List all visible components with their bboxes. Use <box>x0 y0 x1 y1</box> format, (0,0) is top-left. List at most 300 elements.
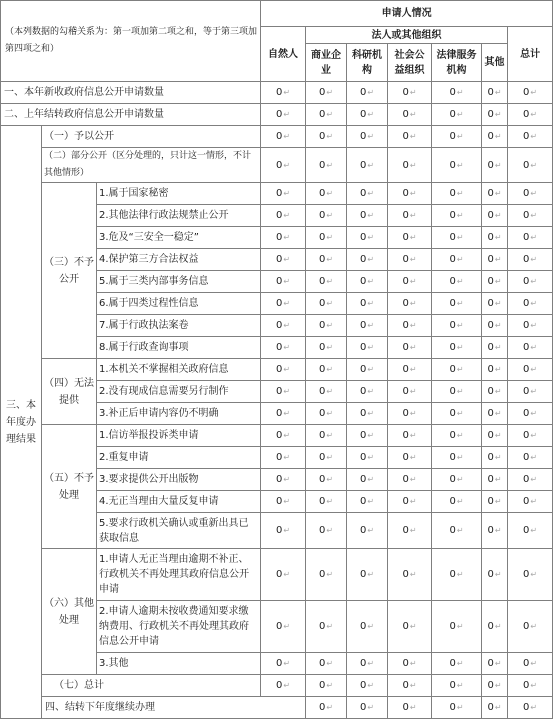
value-cell <box>388 447 432 469</box>
item-label: 8.属于行政查询事项 <box>97 337 261 359</box>
cell-value: 0 <box>275 386 283 397</box>
value-cell <box>508 697 553 719</box>
paragraph-mark: ↵ <box>367 431 375 440</box>
value-cell <box>482 513 508 549</box>
value-cell <box>261 381 306 403</box>
commercial-header: 商业企业 <box>306 44 347 82</box>
paragraph-mark: ↵ <box>326 365 334 374</box>
cell-value: 0 <box>359 408 367 419</box>
value-cell <box>388 601 432 653</box>
value-cell <box>306 183 347 205</box>
social-header: 社会公益组织 <box>388 44 432 82</box>
value-cell <box>508 653 553 675</box>
paragraph-mark: ↵ <box>367 132 375 141</box>
item-label: 4.无正当理由大量反复申请 <box>97 491 261 513</box>
value-cell <box>482 249 508 271</box>
cell-value: 0 <box>523 658 530 669</box>
value-cell <box>432 653 482 675</box>
cell-value: 0 <box>275 87 283 98</box>
paragraph-mark: ↵ <box>530 681 538 690</box>
value-cell <box>432 293 482 315</box>
value-cell <box>508 205 553 227</box>
paragraph-mark: ↵ <box>530 211 538 220</box>
cell-value: 0 <box>359 496 367 507</box>
paragraph-mark: ↵ <box>283 387 291 396</box>
paragraph-mark: ↵ <box>283 160 291 170</box>
value-cell <box>347 183 388 205</box>
paragraph-mark: ↵ <box>494 277 502 286</box>
group-label: （七）总计 <box>42 675 261 697</box>
paragraph-mark: ↵ <box>530 321 538 330</box>
paragraph-mark: ↵ <box>326 321 334 330</box>
value-cell <box>347 601 388 653</box>
paragraph-mark: ↵ <box>494 233 502 242</box>
group-label: （四）无法提供 <box>42 359 97 425</box>
item-label: 2.其他法律行政法规禁止公开 <box>97 205 261 227</box>
paragraph-mark: ↵ <box>456 453 464 462</box>
value-cell <box>306 337 347 359</box>
value-cell <box>508 104 553 126</box>
paragraph-mark: ↵ <box>409 431 417 440</box>
value-cell <box>482 315 508 337</box>
cell-value: 0 <box>487 87 494 98</box>
cell-value: 0 <box>275 298 283 309</box>
value-cell <box>482 549 508 601</box>
cell-value: 0 <box>402 210 409 221</box>
paragraph-mark: ↵ <box>326 409 334 418</box>
value-cell <box>388 653 432 675</box>
paragraph-mark: ↵ <box>283 110 291 119</box>
value-cell <box>347 271 388 293</box>
paragraph-mark: ↵ <box>409 497 417 506</box>
group-label: （三）不予公开 <box>42 183 97 359</box>
cell-value: 0 <box>318 658 326 669</box>
value-cell <box>482 675 508 697</box>
table-row <box>1 183 553 205</box>
paragraph-mark: ↵ <box>283 299 291 308</box>
paragraph-mark: ↵ <box>409 681 417 690</box>
value-cell <box>306 148 347 183</box>
cell-value: 0 <box>318 702 326 713</box>
paragraph-mark: ↵ <box>530 453 538 462</box>
new-requests-label: 一、本年新收政府信息公开申请数量 <box>1 82 261 104</box>
cell-value: 0 <box>523 525 530 536</box>
value-cell <box>306 513 347 549</box>
value-cell <box>482 601 508 653</box>
paragraph-mark: ↵ <box>456 233 464 242</box>
value-cell <box>482 359 508 381</box>
cell-value: 0 <box>318 131 326 142</box>
cell-value: 0 <box>402 621 409 632</box>
cell-value: 0 <box>523 87 530 98</box>
cell-value: 0 <box>402 188 409 199</box>
paragraph-mark: ↵ <box>409 622 417 631</box>
cell-value: 0 <box>523 408 530 419</box>
cell-value: 0 <box>275 210 283 221</box>
paragraph-mark: ↵ <box>456 321 464 330</box>
paragraph-mark: ↵ <box>326 233 334 242</box>
value-cell <box>306 227 347 249</box>
cell-value: 0 <box>318 254 326 265</box>
cell-value: 0 <box>402 474 409 485</box>
cell-value: 0 <box>275 188 283 199</box>
legal-service-header: 法律服务机构 <box>432 44 482 82</box>
value-cell <box>347 315 388 337</box>
value-cell <box>347 126 388 148</box>
value-cell <box>432 513 482 549</box>
paragraph-mark: ↵ <box>367 387 375 396</box>
paragraph-mark: ↵ <box>409 110 417 119</box>
cell-value: 0 <box>487 320 494 331</box>
cell-value: 0 <box>523 474 530 485</box>
value-cell <box>482 183 508 205</box>
value-cell <box>347 104 388 126</box>
cell-value: 0 <box>359 254 367 265</box>
value-cell <box>261 82 306 104</box>
value-cell <box>482 491 508 513</box>
paragraph-mark: ↵ <box>409 299 417 308</box>
paragraph-mark: ↵ <box>456 526 464 535</box>
value-cell <box>261 675 306 697</box>
paragraph-mark: ↵ <box>409 321 417 330</box>
paragraph-mark: ↵ <box>326 160 334 170</box>
cell-value: 0 <box>523 386 530 397</box>
cell-value: 0 <box>449 496 456 507</box>
value-cell <box>508 126 553 148</box>
paragraph-mark: ↵ <box>494 387 502 396</box>
paragraph-mark: ↵ <box>530 343 538 352</box>
value-cell <box>261 549 306 601</box>
paragraph-mark: ↵ <box>494 622 502 631</box>
group-label: （一）予以公开 <box>42 126 261 148</box>
value-cell <box>261 249 306 271</box>
paragraph-mark: ↵ <box>283 233 291 242</box>
paragraph-mark: ↵ <box>326 299 334 308</box>
paragraph-mark: ↵ <box>494 189 502 198</box>
cell-value: 0 <box>359 87 367 98</box>
paragraph-mark: ↵ <box>367 321 375 330</box>
value-cell <box>347 381 388 403</box>
value-cell <box>261 447 306 469</box>
value-cell <box>482 271 508 293</box>
cell-value: 0 <box>275 232 283 243</box>
item-label: 2.重复申请 <box>97 447 261 469</box>
paragraph-mark: ↵ <box>326 343 334 352</box>
value-cell <box>482 126 508 148</box>
cell-value: 0 <box>487 159 494 171</box>
value-cell <box>347 403 388 425</box>
value-cell <box>261 403 306 425</box>
value-cell <box>508 549 553 601</box>
cell-value: 0 <box>359 621 367 632</box>
item-label: 3.危及“三安全一稳定” <box>97 227 261 249</box>
paragraph-mark: ↵ <box>456 277 464 286</box>
paragraph-mark: ↵ <box>283 497 291 506</box>
paragraph-mark: ↵ <box>367 299 375 308</box>
value-cell <box>432 601 482 653</box>
value-cell <box>482 447 508 469</box>
paragraph-mark: ↵ <box>494 409 502 418</box>
value-cell <box>347 227 388 249</box>
value-cell <box>432 697 482 719</box>
cell-value: 0 <box>359 320 367 331</box>
value-cell <box>432 271 482 293</box>
value-cell <box>306 403 347 425</box>
paragraph-mark: ↵ <box>326 110 334 119</box>
cell-value: 0 <box>523 702 530 713</box>
cell-value: 0 <box>359 159 367 171</box>
cell-value: 0 <box>275 658 283 669</box>
natural-person-header: 自然人 <box>261 27 306 82</box>
cell-value: 0 <box>487 452 494 463</box>
value-cell <box>347 359 388 381</box>
paragraph-mark: ↵ <box>409 233 417 242</box>
cell-value: 0 <box>523 320 530 331</box>
value-cell <box>306 126 347 148</box>
paragraph-mark: ↵ <box>494 211 502 220</box>
value-cell <box>306 82 347 104</box>
value-cell <box>261 601 306 653</box>
cell-value: 0 <box>487 496 494 507</box>
paragraph-mark: ↵ <box>283 255 291 264</box>
cell-value: 0 <box>275 408 283 419</box>
paragraph-mark: ↵ <box>283 189 291 198</box>
paragraph-mark: ↵ <box>456 88 464 97</box>
paragraph-mark: ↵ <box>456 132 464 141</box>
value-cell <box>388 675 432 697</box>
paragraph-mark: ↵ <box>456 622 464 631</box>
cell-value: 0 <box>523 680 530 691</box>
item-label: 1.申请人无正当理由逾期不补正、行政机关不再处理其政府信息公开申请 <box>97 549 261 601</box>
paragraph-mark: ↵ <box>456 160 464 170</box>
value-cell <box>432 337 482 359</box>
paragraph-mark: ↵ <box>283 570 291 579</box>
paragraph-mark: ↵ <box>494 526 502 535</box>
value-cell <box>508 491 553 513</box>
value-cell <box>306 653 347 675</box>
paragraph-mark: ↵ <box>326 681 334 690</box>
research-header: 科研机构 <box>347 44 388 82</box>
paragraph-mark: ↵ <box>530 132 538 141</box>
item-label: 6.属于四类过程性信息 <box>97 293 261 315</box>
cell-value: 0 <box>318 364 326 375</box>
cell-value: 0 <box>487 109 494 120</box>
value-cell <box>432 675 482 697</box>
value-cell <box>306 381 347 403</box>
item-label: 4.保护第三方合法权益 <box>97 249 261 271</box>
value-cell <box>482 205 508 227</box>
cell-value: 0 <box>402 342 409 353</box>
cell-value: 0 <box>523 159 530 171</box>
paragraph-mark: ↵ <box>367 233 375 242</box>
cell-value: 0 <box>359 386 367 397</box>
value-cell <box>388 425 432 447</box>
value-cell <box>432 403 482 425</box>
paragraph-mark: ↵ <box>530 570 538 579</box>
cell-value: 0 <box>402 87 409 98</box>
cell-value: 0 <box>523 210 530 221</box>
cell-value: 0 <box>275 621 283 632</box>
cell-value: 0 <box>449 408 456 419</box>
paragraph-mark: ↵ <box>326 255 334 264</box>
cell-value: 0 <box>359 276 367 287</box>
paragraph-mark: ↵ <box>530 431 538 440</box>
cell-value: 0 <box>359 342 367 353</box>
cell-value: 0 <box>523 496 530 507</box>
paragraph-mark: ↵ <box>409 160 417 170</box>
cell-value: 0 <box>487 680 494 691</box>
paragraph-mark: ↵ <box>367 453 375 462</box>
cell-value: 0 <box>402 569 409 580</box>
value-cell <box>482 425 508 447</box>
value-cell <box>261 148 306 183</box>
paragraph-mark: ↵ <box>283 409 291 418</box>
cell-value: 0 <box>449 87 456 98</box>
item-label: 3.补正后申请内容仍不明确 <box>97 403 261 425</box>
value-cell <box>306 601 347 653</box>
paragraph-mark: ↵ <box>283 88 291 97</box>
paragraph-mark: ↵ <box>326 659 334 668</box>
cell-value: 0 <box>523 621 530 632</box>
paragraph-mark: ↵ <box>456 475 464 484</box>
cell-value: 0 <box>402 680 409 691</box>
paragraph-mark: ↵ <box>530 110 538 119</box>
paragraph-mark: ↵ <box>456 255 464 264</box>
item-label: 1.信访举报投诉类申请 <box>97 425 261 447</box>
value-cell <box>306 293 347 315</box>
paragraph-mark: ↵ <box>283 431 291 440</box>
value-cell <box>261 359 306 381</box>
value-cell <box>347 469 388 491</box>
cell-value: 0 <box>523 131 530 142</box>
paragraph-mark: ↵ <box>409 387 417 396</box>
item-label: 3.其他 <box>97 653 261 675</box>
value-cell <box>432 249 482 271</box>
paragraph-mark: ↵ <box>530 299 538 308</box>
table-note: （本列数据的勾稽关系为：第一项加第二项之和，等于第三项加第四项之和） <box>1 1 261 82</box>
cell-value: 0 <box>487 131 494 142</box>
cell-value: 0 <box>487 621 494 632</box>
cell-value: 0 <box>487 254 494 265</box>
value-cell <box>388 249 432 271</box>
cell-value: 0 <box>449 131 456 142</box>
cell-value: 0 <box>449 525 456 536</box>
paragraph-mark: ↵ <box>456 189 464 198</box>
value-cell <box>306 315 347 337</box>
item-label: 7.属于行政执法案卷 <box>97 315 261 337</box>
value-cell <box>261 205 306 227</box>
cell-value: 0 <box>449 342 456 353</box>
paragraph-mark: ↵ <box>409 659 417 668</box>
paragraph-mark: ↵ <box>409 570 417 579</box>
cell-value: 0 <box>487 408 494 419</box>
paragraph-mark: ↵ <box>530 622 538 631</box>
value-cell <box>508 359 553 381</box>
cell-value: 0 <box>487 342 494 353</box>
table-row <box>1 359 553 381</box>
paragraph-mark: ↵ <box>367 343 375 352</box>
cell-value: 0 <box>359 109 367 120</box>
table-row <box>1 126 553 148</box>
cell-value: 0 <box>275 569 283 580</box>
paragraph-mark: ↵ <box>456 431 464 440</box>
cell-value: 0 <box>402 298 409 309</box>
value-cell <box>388 469 432 491</box>
value-cell <box>432 126 482 148</box>
paragraph-mark: ↵ <box>367 570 375 579</box>
table-row <box>1 104 553 126</box>
value-cell <box>388 403 432 425</box>
value-cell <box>388 271 432 293</box>
value-cell <box>388 697 432 719</box>
paragraph-mark: ↵ <box>494 132 502 141</box>
cell-value: 0 <box>318 569 326 580</box>
cell-value: 0 <box>275 109 283 120</box>
cell-value: 0 <box>402 159 409 171</box>
cell-value: 0 <box>449 254 456 265</box>
paragraph-mark: ↵ <box>494 299 502 308</box>
cell-value: 0 <box>449 430 456 441</box>
value-cell <box>388 337 432 359</box>
value-cell <box>388 183 432 205</box>
cell-value: 0 <box>318 474 326 485</box>
cell-value: 0 <box>487 232 494 243</box>
paragraph-mark: ↵ <box>494 160 502 170</box>
paragraph-mark: ↵ <box>530 233 538 242</box>
paragraph-mark: ↵ <box>367 211 375 220</box>
cell-value: 0 <box>275 159 283 171</box>
value-cell <box>347 337 388 359</box>
value-cell <box>347 82 388 104</box>
value-cell <box>432 183 482 205</box>
value-cell <box>482 148 508 183</box>
table-row <box>1 675 553 697</box>
cell-value: 0 <box>359 188 367 199</box>
cell-value: 0 <box>449 276 456 287</box>
value-cell <box>432 227 482 249</box>
cell-value: 0 <box>449 364 456 375</box>
cell-value: 0 <box>487 658 494 669</box>
paragraph-mark: ↵ <box>283 277 291 286</box>
value-cell <box>306 271 347 293</box>
paragraph-mark: ↵ <box>326 453 334 462</box>
cell-value: 0 <box>359 232 367 243</box>
paragraph-mark: ↵ <box>456 110 464 119</box>
paragraph-mark: ↵ <box>409 88 417 97</box>
value-cell <box>261 653 306 675</box>
value-cell <box>347 205 388 227</box>
paragraph-mark: ↵ <box>494 681 502 690</box>
value-cell <box>508 513 553 549</box>
paragraph-mark: ↵ <box>409 475 417 484</box>
cell-value: 0 <box>402 232 409 243</box>
value-cell <box>508 227 553 249</box>
group-label: （二）部分公开（区分处理的，只计这一情形，不计其他情形） <box>42 148 261 183</box>
paragraph-mark: ↵ <box>367 681 375 690</box>
value-cell <box>306 447 347 469</box>
value-cell <box>261 469 306 491</box>
paragraph-mark: ↵ <box>326 497 334 506</box>
group-label: （五）不予处理 <box>42 425 97 549</box>
paragraph-mark: ↵ <box>530 365 538 374</box>
value-cell <box>508 337 553 359</box>
paragraph-mark: ↵ <box>409 189 417 198</box>
cell-value: 0 <box>318 680 326 691</box>
value-cell <box>388 82 432 104</box>
value-cell <box>482 293 508 315</box>
value-cell <box>347 293 388 315</box>
cell-value: 0 <box>449 702 456 713</box>
